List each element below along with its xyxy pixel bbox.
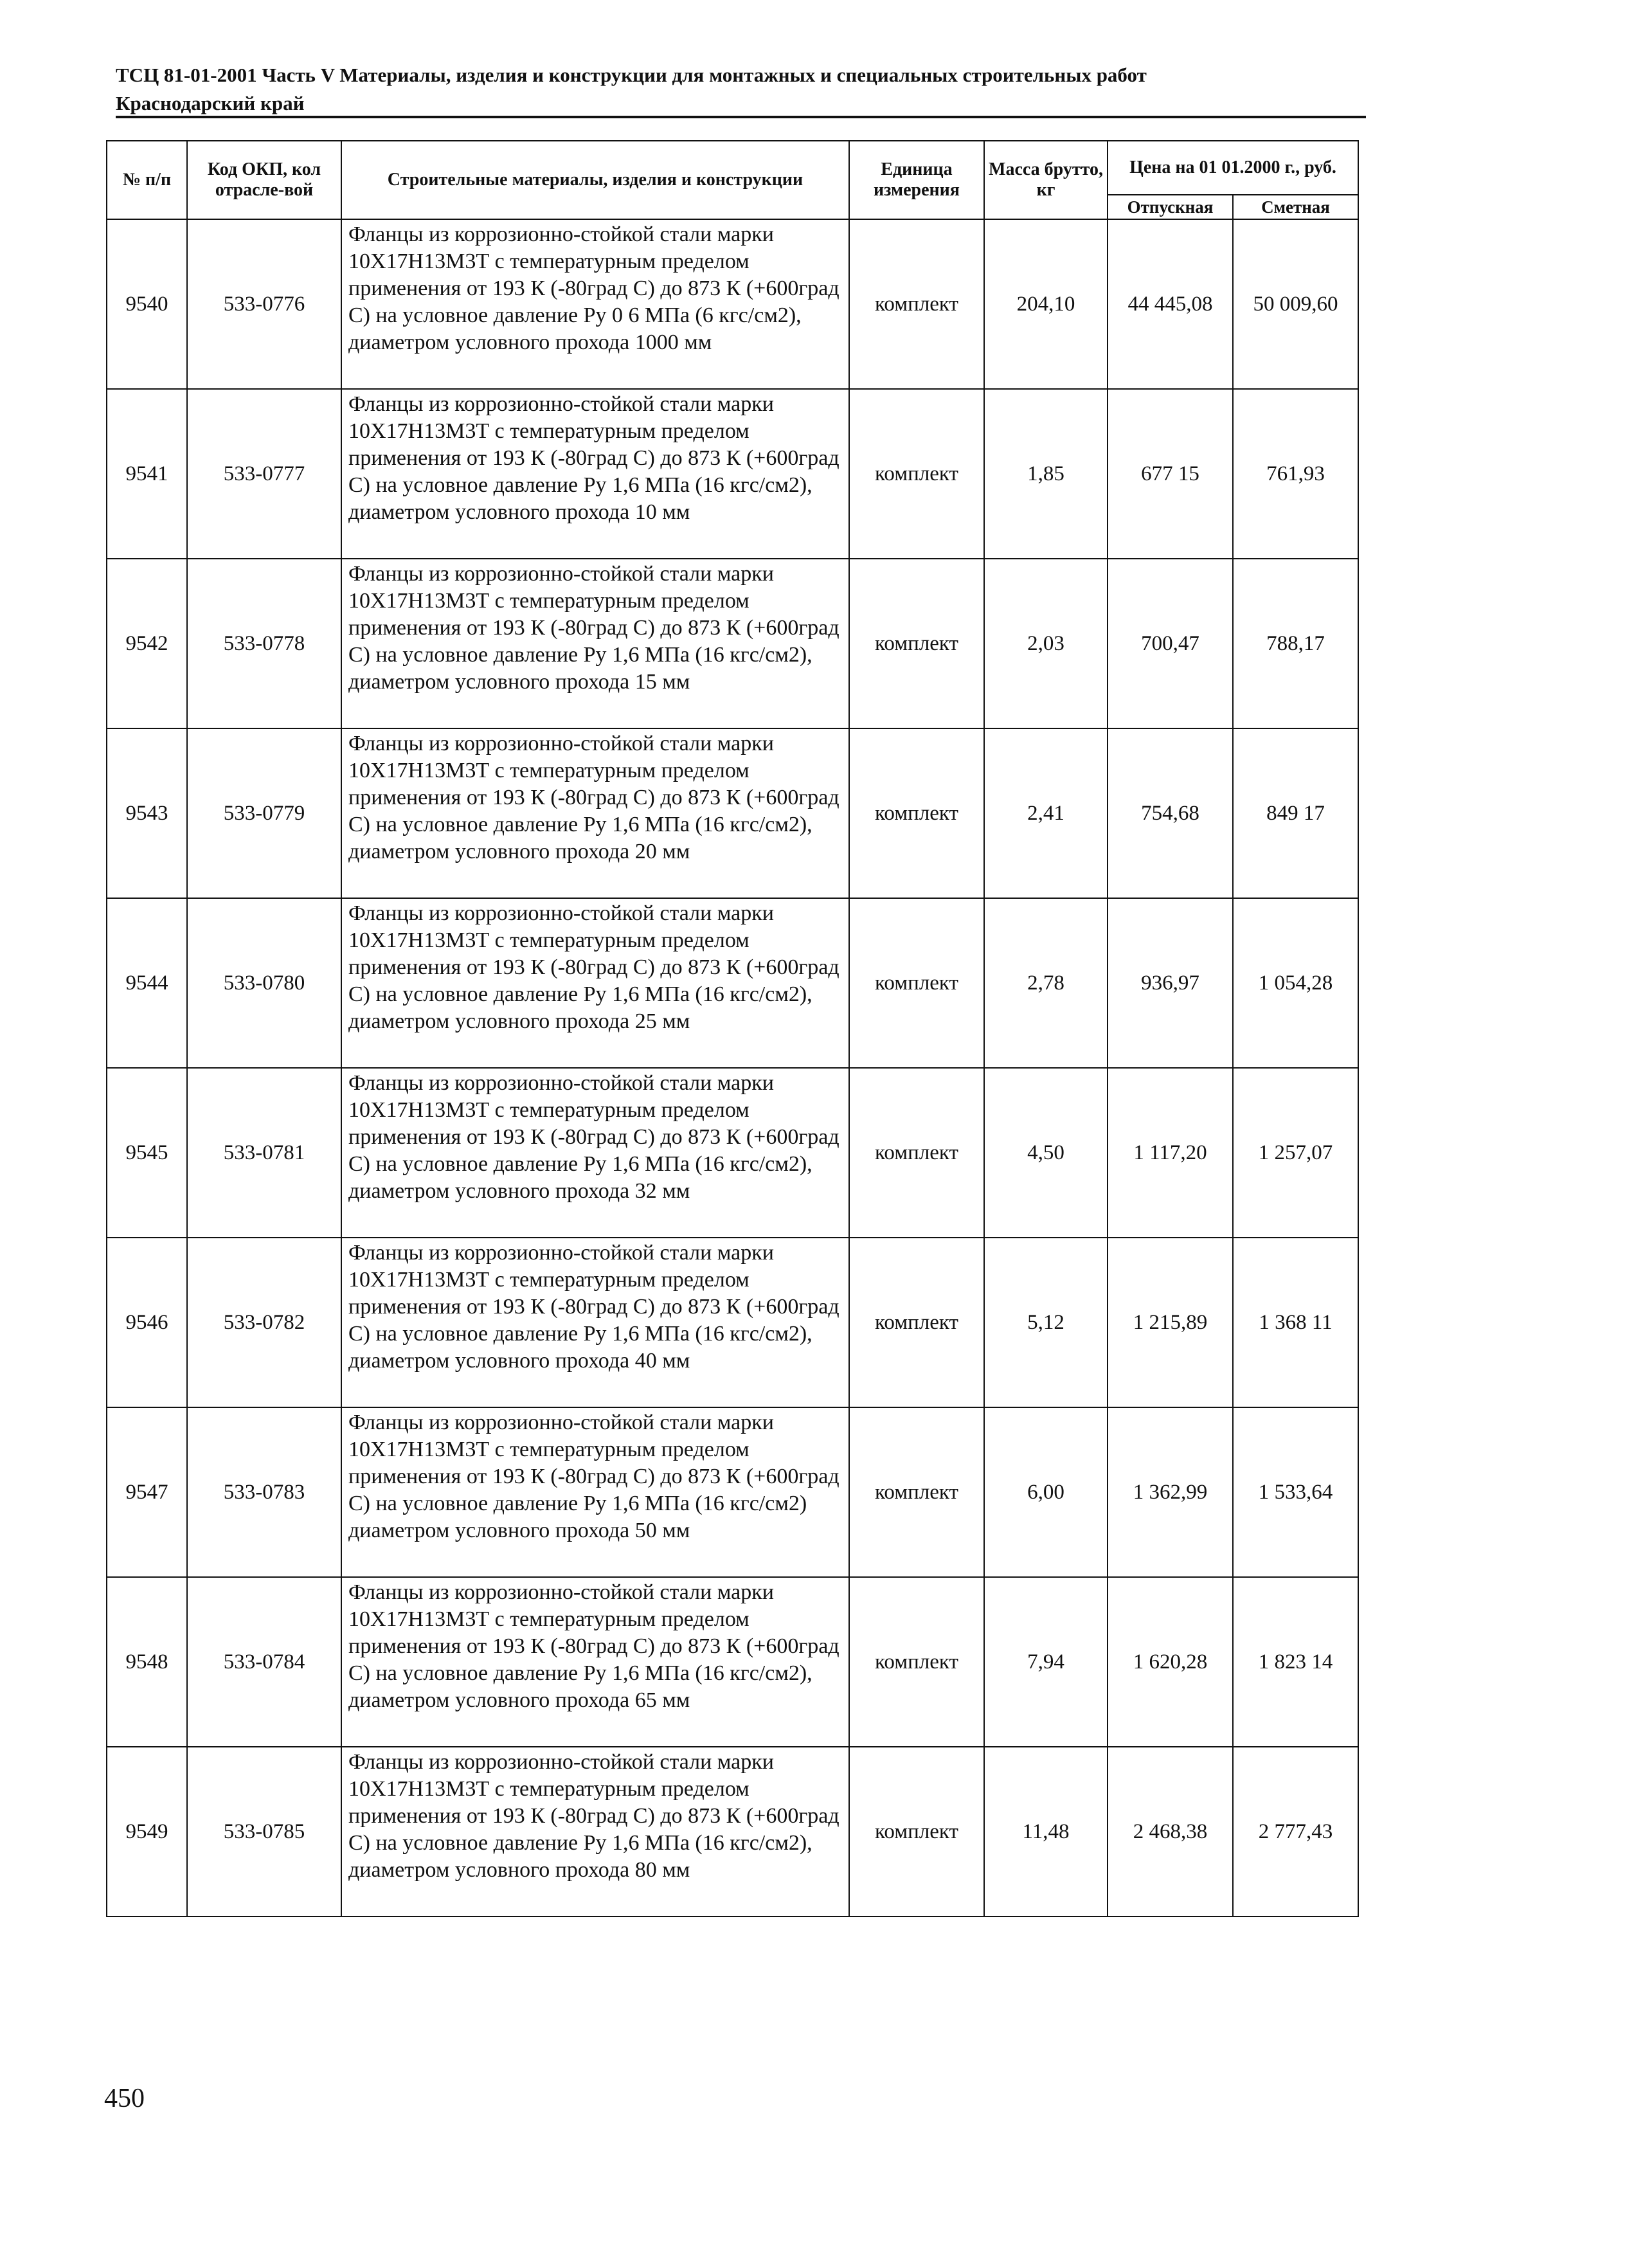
- cell-unit: комплект: [849, 1068, 984, 1238]
- cell-price-release: 44 445,08: [1108, 219, 1233, 389]
- cell-unit: комплект: [849, 1747, 984, 1917]
- cell-unit: комплект: [849, 1238, 984, 1407]
- table-row: [107, 1407, 1358, 1577]
- table-header-row: [107, 141, 1358, 195]
- cell-code: 533-0783: [187, 1407, 341, 1577]
- cell-code: 533-0780: [187, 898, 341, 1068]
- cell-code: 533-0785: [187, 1747, 341, 1917]
- cell-price-release: 1 215,89: [1108, 1238, 1233, 1407]
- cell-price-estimate: 50 009,60: [1233, 219, 1358, 389]
- cell-num: 9544: [107, 898, 187, 1068]
- table-row: [107, 389, 1358, 559]
- cell-name: Фланцы из коррозионно-стойкой стали марки 10Х17Н13М3Т с температурным пределом применения от 193 К (-80град С) до 873 К (+600град С) на условное давление Ру 1,6 МПа (16 кгс/см2), диаметром условного прохода 40 мм: [341, 1238, 849, 1407]
- cell-price-release: 2 468,38: [1108, 1747, 1233, 1917]
- cell-unit: комплект: [849, 728, 984, 898]
- cell-price-estimate: 788,17: [1233, 559, 1358, 728]
- cell-price-estimate: 1 823 14: [1233, 1577, 1358, 1747]
- cell-code: 533-0782: [187, 1238, 341, 1407]
- cell-code: 533-0778: [187, 559, 341, 728]
- page-number: 450: [104, 2084, 145, 2113]
- cell-mass: 4,50: [984, 1068, 1108, 1238]
- cell-price-estimate: 1 257,07: [1233, 1068, 1358, 1238]
- cell-name: Фланцы из коррозионно-стойкой стали марки 10Х17Н13М3Т с температурным пределом применения от 193 К (-80град С) до 873 К (+600град С) на условное давление Ру 1,6 МПа (16 кгс/см2), диаметром условного прохода 20 мм: [341, 728, 849, 898]
- header-rule: [116, 116, 1366, 118]
- col-header-price-estimate: Сметная: [1233, 195, 1358, 219]
- cell-name: Фланцы из коррозионно-стойкой стали марки 10Х17Н13М3Т с температурным пределом применения от 193 К (-80град С) до 873 К (+600град С) на условное давление Ру 1,6 МПа (16 кгс/см2), диаметром условного прохода 10 мм: [341, 389, 849, 559]
- cell-num: 9546: [107, 1238, 187, 1407]
- table-row: [107, 1747, 1358, 1917]
- cell-code: 533-0779: [187, 728, 341, 898]
- cell-unit: комплект: [849, 559, 984, 728]
- col-header-price-group: Цена на 01 01.2000 г., руб.: [1108, 141, 1358, 195]
- cell-num: 9542: [107, 559, 187, 728]
- cell-name: Фланцы из коррозионно-стойкой стали марки 10Х17Н13М3Т с температурным пределом применения от 193 К (-80град С) до 873 К (+600град С) на условное давление Ру 1,6 МПа (16 кгс/см2), диаметром условного прохода 80 мм: [341, 1747, 849, 1917]
- cell-unit: комплект: [849, 1407, 984, 1577]
- cell-unit: комплект: [849, 898, 984, 1068]
- cell-mass: 7,94: [984, 1577, 1108, 1747]
- cell-price-estimate: 1 533,64: [1233, 1407, 1358, 1577]
- cell-num: 9540: [107, 219, 187, 389]
- cell-num: 9548: [107, 1577, 187, 1747]
- cell-price-estimate: 849 17: [1233, 728, 1358, 898]
- cell-price-estimate: 2 777,43: [1233, 1747, 1358, 1917]
- table-row: [107, 559, 1358, 728]
- cell-name: Фланцы из коррозионно-стойкой стали марки 10Х17Н13М3Т с температурным пределом применения от 193 К (-80град С) до 873 К (+600град С) на условное давление Ру 1,6 МПа (16 кгс/см2), диаметром условного прохода 25 мм: [341, 898, 849, 1068]
- cell-num: 9541: [107, 389, 187, 559]
- cell-code: 533-0781: [187, 1068, 341, 1238]
- cell-mass: 1,85: [984, 389, 1108, 559]
- col-header-mass: Масса брутто, кг: [984, 141, 1108, 219]
- cell-mass: 5,12: [984, 1238, 1108, 1407]
- cell-unit: комплект: [849, 1577, 984, 1747]
- cell-name: Фланцы из коррозионно-стойкой стали марки 10Х17Н13М3Т с температурным пределом применения от 193 К (-80град С) до 873 К (+600град С) на условное давление Ру 0 6 МПа (6 кгс/см2), диаметром условного прохода 1000 мм: [341, 219, 849, 389]
- cell-name: Фланцы из коррозионно-стойкой стали марки 10Х17Н13М3Т с температурным пределом применения от 193 К (-80град С) до 873 К (+600град С) на условное давление Ру 1,6 МПа (16 кгс/см2), диаметром условного прохода 15 мм: [341, 559, 849, 728]
- cell-mass: 6,00: [984, 1407, 1108, 1577]
- header-title: ТСЦ 81-01-2001 Часть V Материалы, изделия и конструкции для монтажных и специальных строительных работ: [116, 64, 1147, 86]
- cell-mass: 11,48: [984, 1747, 1108, 1917]
- cell-mass: 204,10: [984, 219, 1108, 389]
- cell-price-release: 1 362,99: [1108, 1407, 1233, 1577]
- cell-unit: комплект: [849, 219, 984, 389]
- table-row: [107, 219, 1358, 389]
- cell-price-estimate: 1 368 11: [1233, 1238, 1358, 1407]
- cell-code: 533-0776: [187, 219, 341, 389]
- col-header-price-release: Отпускная: [1108, 195, 1233, 219]
- cell-code: 533-0784: [187, 1577, 341, 1747]
- cell-price-estimate: 1 054,28: [1233, 898, 1358, 1068]
- cell-mass: 2,03: [984, 559, 1108, 728]
- cell-unit: комплект: [849, 389, 984, 559]
- cell-price-release: 1 117,20: [1108, 1068, 1233, 1238]
- cell-code: 533-0777: [187, 389, 341, 559]
- cell-mass: 2,78: [984, 898, 1108, 1068]
- cell-price-release: 1 620,28: [1108, 1577, 1233, 1747]
- col-header-name: Строительные материалы, изделия и конструкции: [341, 141, 849, 219]
- cell-price-release: 936,97: [1108, 898, 1233, 1068]
- cell-num: 9545: [107, 1068, 187, 1238]
- header-region: Краснодарский край: [116, 92, 305, 114]
- cell-num: 9543: [107, 728, 187, 898]
- cell-price-release: 677 15: [1108, 389, 1233, 559]
- cell-name: Фланцы из коррозионно-стойкой стали марки 10Х17Н13М3Т с температурным пределом применения от 193 К (-80град С) до 873 К (+600град С) на условное давление Ру 1,6 МПа (16 кгс/см2), диаметром условного прохода 32 мм: [341, 1068, 849, 1238]
- table-row: [107, 1068, 1358, 1238]
- table-row: [107, 898, 1358, 1068]
- cell-name: Фланцы из коррозионно-стойкой стали марки 10Х17Н13М3Т с температурным пределом применения от 193 К (-80град С) до 873 К (+600град С) на условное давление Ру 1,6 МПа (16 кгс/см2) диаметром условного прохода 50 мм: [341, 1407, 849, 1577]
- col-header-unit: Единица измерения: [849, 141, 984, 219]
- running-header: [116, 61, 1369, 118]
- cell-num: 9549: [107, 1747, 187, 1917]
- col-header-code: Код ОКП, кол отрасле-вой: [187, 141, 341, 219]
- table-row: [107, 1238, 1358, 1407]
- price-table: [106, 140, 1359, 1917]
- table-row: [107, 1577, 1358, 1747]
- cell-name: Фланцы из коррозионно-стойкой стали марки 10Х17Н13М3Т с температурным пределом применения от 193 К (-80град С) до 873 К (+600град С) на условное давление Ру 1,6 МПа (16 кгс/см2), диаметром условного прохода 65 мм: [341, 1577, 849, 1747]
- col-header-num: № п/п: [107, 141, 187, 219]
- cell-price-estimate: 761,93: [1233, 389, 1358, 559]
- cell-price-release: 700,47: [1108, 559, 1233, 728]
- table-row: [107, 728, 1358, 898]
- cell-price-release: 754,68: [1108, 728, 1233, 898]
- cell-mass: 2,41: [984, 728, 1108, 898]
- cell-num: 9547: [107, 1407, 187, 1577]
